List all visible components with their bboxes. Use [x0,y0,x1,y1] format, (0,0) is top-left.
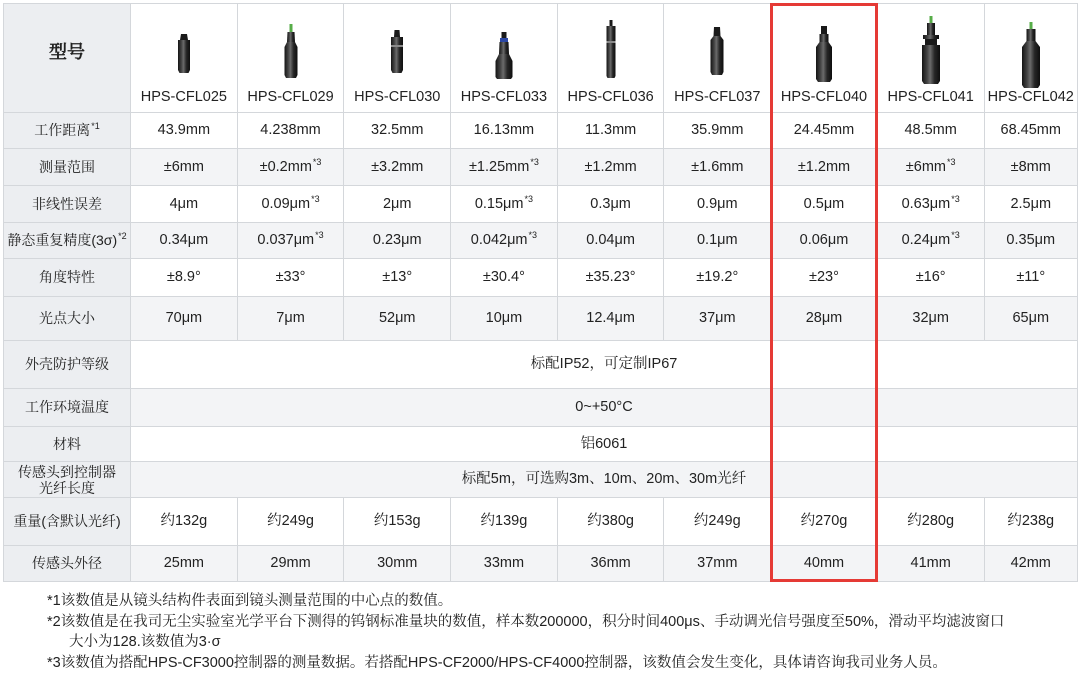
model-name: HPS-CFL030 [354,88,441,105]
sensor-image [804,15,844,95]
spec-value-cell [237,498,344,546]
sensor-part [606,41,615,43]
model-header-label-cell [4,4,131,113]
model-name: HPS-CFL029 [247,88,334,105]
row-label [4,341,131,389]
spec-value-cell [451,149,558,186]
row-label-text: 工作距离 [34,122,91,138]
sensor-part [284,47,297,75]
spec-value: ±16° [915,269,946,285]
spec-value: 标配5m，可选购3m、10m、20m、30m光纤 [461,471,747,487]
row-label-text: 重量(含默认光纤) [13,513,121,529]
spec-value-cell [237,546,344,582]
spec-row [4,498,1078,546]
spec-value-cell [877,498,984,546]
sensor-part [500,38,508,42]
spec-value: 30mm [377,555,418,571]
spec-value: 约153g [373,513,421,529]
spec-value: 40mm [803,555,845,571]
spec-value-cell [771,259,878,297]
spec-value: ±0.2mm [259,158,312,175]
spec-value: 11.3mm [584,122,637,138]
sensor-part [287,32,295,42]
spec-value-cell [557,186,664,223]
spec-value: 0.09μm [261,195,311,212]
sensor-part [816,47,832,79]
model-header-cell [451,4,558,113]
sensor-part [606,26,615,76]
model-name: HPS-CFL037 [674,88,761,105]
model-header-cell [557,4,664,113]
spec-value: ±13° [382,269,413,285]
model-header-cell [664,4,771,113]
spec-value: 0.1μm [696,232,738,248]
sensor-part [816,79,832,82]
spec-value-cell [877,297,984,341]
spec-value: 10μm [485,310,523,326]
spec-value: 0.9μm [696,195,738,212]
spec-value-cell [664,498,771,546]
sensor-part [816,42,832,47]
spec-value: ±6mm [905,158,946,175]
sensor-part [1026,29,1035,41]
spec-value-cell [664,297,771,341]
row-label [4,546,131,582]
model-name: HPS-CFL025 [140,88,227,105]
row-label-text: 传感头外径 [32,555,102,571]
spec-value: ±33° [275,269,306,285]
sensor-part [391,70,403,73]
spec-value: 48.5mm [904,122,957,138]
spec-value: 0.042μm [470,232,528,248]
model-header-content [664,5,770,112]
footnote-line: *1该数值是从镜头结构件表面到镜头测量范围的中心点的数值。 [47,593,453,609]
spec-value-cell [557,546,664,582]
sensor-part [284,75,297,78]
footnote-marker: *3 [951,230,960,240]
model-header-cell [877,4,984,113]
spec-value: 0.35μm [1006,232,1056,248]
spec-value: 37μm [699,310,736,326]
spec-table [3,3,1078,582]
spec-value: 41mm [910,555,951,571]
spec-value-cell [984,259,1078,297]
spec-value: 25mm [163,555,204,571]
spec-value: 约249g [267,513,314,529]
spec-value-cell [984,113,1078,149]
spec-value-cell [877,113,984,149]
spec-value-cell [877,186,984,223]
sensor-part [289,24,292,32]
model-header-cell [771,4,878,113]
spec-value-cell [131,259,238,297]
spec-value-cell [131,223,238,259]
row-label [4,223,131,259]
model-header-cell [237,4,344,113]
footnote [47,591,1072,612]
spec-value-cell [131,149,238,186]
spec-value-cell [451,113,558,149]
sensor-part [495,77,512,79]
model-header-row [4,4,1078,113]
sensor-part [609,20,612,26]
sensor-part [495,54,512,61]
row-label [4,427,131,462]
spec-value-cell [664,113,771,149]
spec-value-cell [771,498,878,546]
sensor-part [925,39,937,45]
sensor-part [711,40,724,72]
row-label-text: 材料 [53,435,81,452]
spec-value-cell [451,546,558,582]
spec-value: ±3.2mm [371,158,424,175]
sensor-part [1022,47,1040,85]
spec-value: 28μm [805,310,843,326]
spec-value-cell [877,259,984,297]
spec-row [4,427,1078,462]
spec-row [4,223,1078,259]
sensor-part [711,36,724,40]
spec-value-cell [344,186,451,223]
spec-value-cell [557,149,664,186]
sensor-part [180,34,188,40]
footnote-marker: *3 [315,230,324,240]
spec-value: 36mm [590,555,631,571]
spec-value: 约139g [480,513,528,529]
spec-value: 29mm [270,555,311,571]
spec-value: 0.23μm [372,232,422,248]
sensor-part [501,32,506,38]
sensor-part [922,81,940,84]
sensor-part [495,61,512,77]
sensor-part [394,30,400,37]
spec-value-cell [771,297,878,341]
model-header-cell [344,4,451,113]
spec-value: 32.5mm [371,122,424,138]
model-header-content [451,5,557,112]
spec-value-cell [557,297,664,341]
sensor-image [1011,15,1051,95]
spec-value-cell [771,113,878,149]
spec-value: 约270g [800,513,848,529]
sensor-part [391,45,403,47]
sensor-part [606,76,615,78]
row-label-text: 测量范围 [39,158,95,175]
row-label [4,259,131,297]
footnote-marker: *2 [118,231,127,241]
footnote-marker: *3 [312,156,322,167]
model-header-cell [131,4,238,113]
spec-row [4,186,1078,223]
spec-value: 42mm [1010,555,1051,571]
model-header-content [985,5,1078,112]
spec-value: 约238g [1007,513,1055,529]
spec-value: 0.5μm [803,195,845,212]
sensor-part [1022,41,1040,47]
spec-value-cell [131,546,238,582]
spec-value-cell [237,297,344,341]
footnotes [47,591,1072,674]
row-label [4,113,131,149]
row-label-text: 工作环境温度 [25,399,109,415]
spec-value: 70μm [165,310,203,326]
row-label [4,297,131,341]
footnote-line-continued: 大小为128.该数值为3·σ [69,634,221,651]
spec-value-cell [237,186,344,223]
spec-value-cell [664,546,771,582]
sensor-part [178,70,190,73]
spec-value-cell [771,149,878,186]
model-name: HPS-CFL036 [567,88,654,105]
model-name: HPS-CFL041 [887,88,974,105]
spec-value-merged [131,427,1078,462]
model-header-content [131,5,237,112]
footnote-marker: *3 [524,193,533,204]
spec-value: ±1.6mm [691,158,744,175]
spec-value-cell [984,149,1078,186]
spec-value: 约132g [160,513,208,529]
spec-value-cell [344,259,451,297]
sensor-part [929,16,932,23]
model-header-content [771,5,877,112]
spec-value-cell [877,546,984,582]
spec-row [4,546,1078,582]
spec-value: 铝6061 [580,435,628,452]
spec-value: 24.45mm [793,122,855,138]
spec-value-cell [237,259,344,297]
sensor-part [714,27,721,36]
spec-value-cell [451,186,558,223]
spec-value-cell [984,297,1078,341]
sensor-part [284,42,297,47]
model-header-label: 型号 [49,42,85,62]
spec-value-cell [771,186,878,223]
spec-value-cell [451,297,558,341]
spec-value-cell [451,223,558,259]
spec-value: 33mm [483,555,525,571]
sensor-part [927,23,935,35]
row-label-text: 角度特性 [39,269,95,285]
footnote-marker: *3 [530,156,539,167]
sensor-image [697,15,737,95]
spec-value: 0.037μm [257,232,315,248]
sensor-part [499,42,509,54]
spec-value: 0.06μm [799,232,849,248]
spec-value: 7μm [276,310,305,326]
spec-value: 52μm [378,310,416,326]
spec-value: 43.9mm [157,122,211,138]
spec-value: ±23° [809,269,839,285]
spec-table-body [4,4,1078,582]
spec-value: 68.45mm [1000,122,1061,138]
spec-value: ±6mm [163,158,204,175]
sensor-image [591,15,631,95]
spec-value-cell [237,149,344,186]
spec-value-cell [237,113,344,149]
spec-row [4,149,1078,186]
spec-value-cell [237,223,344,259]
spec-value: 12.4μm [586,310,635,326]
spec-value-cell [557,498,664,546]
spec-value-cell [664,149,771,186]
spec-value-merged [131,341,1078,389]
spec-value: ±8.9° [166,269,201,285]
spec-value: 16.13mm [473,122,535,138]
spec-value: 约249g [693,513,741,529]
spec-value: ±1.2mm [797,158,851,175]
spec-value-cell [984,546,1078,582]
spec-value: 0.15μm [474,195,524,212]
spec-value-cell [557,223,664,259]
footnote-marker: *3 [528,230,538,240]
spec-value: 0~+50°C [575,399,633,415]
spec-value-merged [131,462,1078,498]
sensor-part [922,45,940,81]
spec-value: ±30.4° [482,269,525,285]
spec-row [4,462,1078,498]
spec-value: 37mm [697,555,738,571]
spec-row [4,389,1078,427]
row-label [4,186,131,223]
spec-value: 0.24μm [901,232,951,248]
spec-value-cell [131,498,238,546]
sensor-image [164,15,204,95]
spec-value-cell [877,149,984,186]
row-label-line: 传感头到控制器 [18,463,116,480]
spec-value-cell [131,186,238,223]
spec-value-cell [984,223,1078,259]
row-label [4,389,131,427]
footnote-marker: *3 [951,193,960,204]
model-name: HPS-CFL042 [987,88,1074,105]
model-header-cell [984,4,1078,113]
spec-value-merged [131,389,1078,427]
sensor-part [178,40,190,70]
spec-value-cell [344,149,451,186]
spec-value: 65μm [1012,310,1050,326]
model-header-content [344,5,450,112]
spec-value-cell [557,113,664,149]
spec-value: 2.5μm [1010,195,1052,212]
spec-value: 0.04μm [586,232,635,248]
sensor-image [484,15,524,95]
spec-value: ±35.23° [585,269,636,285]
sensor-part [821,26,827,34]
model-header-content [558,5,664,112]
spec-value-cell [131,113,238,149]
spec-value-cell [344,297,451,341]
sensor-image [377,15,417,95]
model-name: HPS-CFL040 [780,88,868,105]
spec-value: ±1.2mm [584,158,637,175]
spec-value: 4.238mm [260,122,321,138]
footnote-marker: *3 [946,156,956,167]
row-label-line: 光纤长度 [39,479,95,496]
footnote-marker: *1 [91,121,100,131]
spec-value-cell [451,498,558,546]
sensor-image [911,15,951,95]
spec-value: 2μm [382,195,412,212]
spec-value: 约380g [587,513,634,529]
spec-value: 约280g [907,513,955,529]
spec-value: 32μm [912,310,949,326]
spec-value-cell [131,297,238,341]
spec-row [4,297,1078,341]
spec-value: 标配IP52，可定制IP67 [530,356,678,372]
spec-value-cell [344,546,451,582]
model-header-content [238,5,344,112]
row-label [4,498,131,546]
footnote-line: *3该数值为搭配HPS-CF3000控制器的测量数据。若搭配HPS-CF2000/HPS-CF4000控制器，该数值会发生变化，具体请咨询我司业务人员。 [47,655,947,672]
spec-value: ±1.25mm [468,158,530,175]
model-header-content [878,5,984,112]
spec-row [4,113,1078,149]
spec-row [4,259,1078,297]
spec-value: 0.3μm [590,195,631,212]
footnote [47,653,1072,674]
row-label-text: 外壳防护等级 [25,356,109,372]
footnote [47,612,1072,653]
spec-value: 4μm [169,195,199,212]
spec-value-cell [344,498,451,546]
footnote-line: *2该数值是在我司无尘实验室光学平台下测得的钨钢标准量块的数值，样本数200000，积分时间400μs、手动调光信号强度至50%，滑动平均滤波窗口 [47,613,1005,630]
spec-row [4,341,1078,389]
spec-value-cell [984,186,1078,223]
sensor-part [391,37,403,70]
spec-value-cell [344,113,451,149]
spec-value: ±8mm [1010,158,1051,175]
spec-value-cell [557,259,664,297]
spec-value-cell [877,223,984,259]
sensor-image [271,15,311,95]
spec-value: ±19.2° [696,269,739,285]
spec-value-cell [664,259,771,297]
spec-value-cell [771,223,878,259]
spec-value-cell [771,546,878,582]
sensor-part [819,34,828,42]
sensor-part [711,72,724,75]
spec-value-cell [344,223,451,259]
sensor-part [1029,22,1032,29]
row-label [4,462,131,498]
sensor-part [1022,85,1040,88]
row-label-text: 光点大小 [39,310,95,326]
spec-value: 35.9mm [691,122,744,138]
row-label [4,149,131,186]
spec-value-cell [664,186,771,223]
sensor-part [923,35,939,39]
spec-value: 0.63μm [901,195,951,212]
model-name: HPS-CFL033 [460,88,548,105]
spec-value-cell [984,498,1078,546]
spec-value: 0.34μm [159,232,209,248]
spec-value-cell [664,223,771,259]
row-label-text: 静态重复精度(3σ) [7,232,118,248]
footnote-marker: *3 [311,193,320,204]
spec-value: ±11° [1016,269,1046,285]
spec-value-cell [451,259,558,297]
row-label-text: 非线性误差 [32,195,102,212]
